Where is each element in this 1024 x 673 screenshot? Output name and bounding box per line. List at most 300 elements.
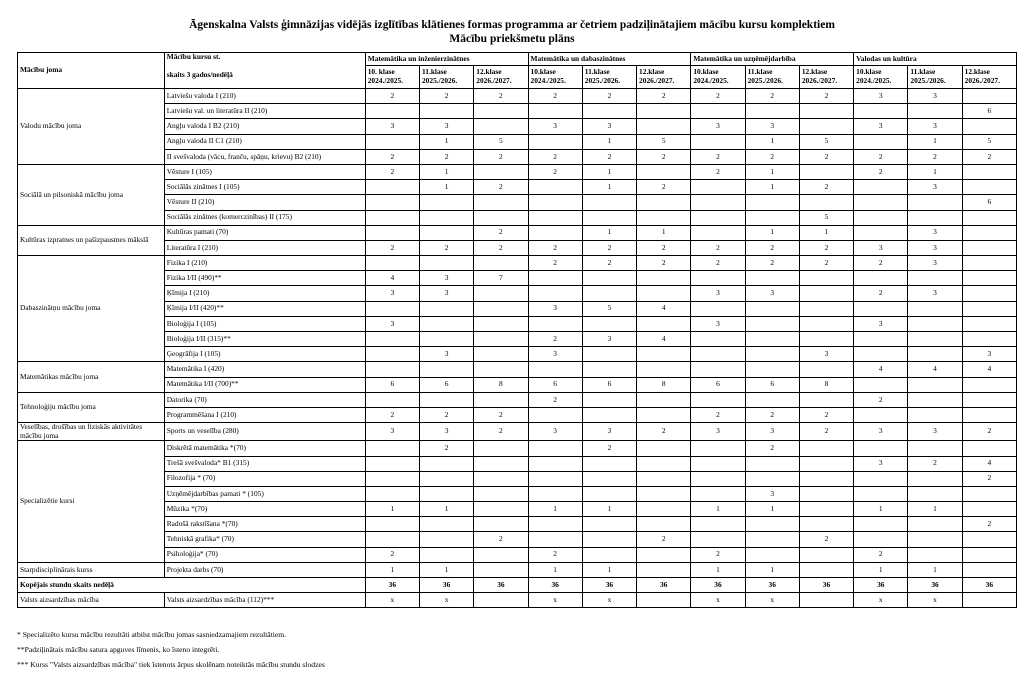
- total-row: [18, 578, 1017, 593]
- hours-cell: [528, 517, 582, 532]
- hours-cell: 2: [745, 240, 799, 255]
- table-header: [18, 53, 1017, 89]
- hours-cell: [365, 180, 419, 195]
- hours-cell: 3: [908, 119, 962, 134]
- school-year-label: 2026./2027.: [964, 76, 1000, 85]
- hours-cell: 2: [908, 456, 962, 471]
- hours-cell: 1: [419, 134, 473, 149]
- hours-cell: [799, 316, 853, 331]
- hours-cell: [419, 210, 473, 225]
- hours-cell: 2: [419, 89, 473, 104]
- hours-cell: [799, 104, 853, 119]
- hours-cell: 1: [365, 562, 419, 577]
- hours-cell: 2: [691, 547, 745, 562]
- table-row: [18, 407, 1017, 422]
- hours-cell: [419, 486, 473, 501]
- hours-cell: 2: [799, 407, 853, 422]
- hours-cell: [799, 547, 853, 562]
- hours-cell: [691, 180, 745, 195]
- footnote-1: * Specializēto kursu mācību rezultāti atbilst mācību jomas sasniedzamajiem rezultātiem.: [17, 630, 287, 639]
- hours-cell: [908, 347, 962, 362]
- defense-domain-cell: Valsts aizsardzības mācība: [18, 593, 165, 608]
- hours-cell: 2: [745, 441, 799, 456]
- hours-cell: 8: [474, 377, 528, 392]
- hours-cell: 4: [962, 362, 1016, 377]
- hours-cell: 2: [962, 471, 1016, 486]
- hours-cell: [799, 392, 853, 407]
- hours-cell: [419, 517, 473, 532]
- footnote-3: *** Kurss "Valsts aizsardzības mācība" tiek īstenots ārpus skolēnam noteiktās mācību stundu slodzes: [17, 660, 325, 669]
- hours-cell: 3: [528, 423, 582, 441]
- hours-cell: 1: [745, 180, 799, 195]
- hours-cell: 3: [691, 119, 745, 134]
- hours-cell: [528, 210, 582, 225]
- hours-cell: [474, 362, 528, 377]
- hours-cell: [582, 286, 636, 301]
- hours-cell: 3: [908, 225, 962, 240]
- hours-cell: 2: [528, 240, 582, 255]
- hours-cell: 3: [365, 286, 419, 301]
- course-cell: Programmēšana I (210): [164, 407, 365, 422]
- hours-cell: 3: [528, 301, 582, 316]
- hours-cell: 2: [745, 149, 799, 164]
- hours-cell: [474, 210, 528, 225]
- hours-cell: [962, 502, 1016, 517]
- hours-cell: [474, 286, 528, 301]
- course-cell: Uzņēmējdarbības pamati * (105): [164, 486, 365, 501]
- total-cell: 36: [962, 578, 1016, 593]
- class-label: 10. klase: [367, 67, 395, 77]
- hours-cell: 1: [908, 134, 962, 149]
- hours-cell: [799, 271, 853, 286]
- hours-cell: [582, 407, 636, 422]
- course-cell: Tehniskā grafika* (70): [164, 532, 365, 547]
- document-title: [0, 18, 1024, 46]
- footnote-2: **Padziļinātais mācību satura apguves līmenis, ko īsteno integrēti.: [17, 645, 220, 654]
- hours-cell: 3: [582, 119, 636, 134]
- hours-cell: 2: [854, 392, 908, 407]
- course-column-header: [164, 53, 365, 89]
- hours-cell: [637, 271, 691, 286]
- hours-cell: [582, 486, 636, 501]
- class-year-header: [908, 66, 962, 89]
- hours-cell: [637, 441, 691, 456]
- hours-cell: 5: [474, 134, 528, 149]
- table-row: [18, 180, 1017, 195]
- class-label: 11.klase: [584, 67, 610, 77]
- hours-cell: [528, 286, 582, 301]
- domain-cell: Tehnoloģiju mācību joma: [18, 392, 165, 422]
- hours-cell: 3: [799, 347, 853, 362]
- hours-cell: [962, 210, 1016, 225]
- hours-cell: 3: [908, 89, 962, 104]
- hours-cell: 2: [474, 532, 528, 547]
- class-year-header: [637, 66, 691, 89]
- course-cell: Vēsture II (210): [164, 195, 365, 210]
- hours-cell: 2: [854, 149, 908, 164]
- hours-cell: [419, 471, 473, 486]
- hours-cell: 8: [799, 377, 853, 392]
- hours-cell: [474, 471, 528, 486]
- table-row: [18, 195, 1017, 210]
- hours-cell: [582, 547, 636, 562]
- hours-cell: 3: [962, 347, 1016, 362]
- hours-cell: [474, 316, 528, 331]
- hours-cell: [691, 195, 745, 210]
- hours-cell: [908, 104, 962, 119]
- hours-cell: 3: [419, 286, 473, 301]
- hours-cell: 1: [745, 562, 799, 577]
- curriculum-table: [17, 52, 1017, 608]
- hours-cell: 4: [962, 456, 1016, 471]
- hours-cell: 2: [691, 164, 745, 179]
- defense-row: [18, 593, 1017, 608]
- class-label: 11.klase: [747, 67, 773, 77]
- class-label: 10.klase: [693, 67, 719, 77]
- class-label: 12.klase: [476, 67, 502, 77]
- hours-cell: [691, 104, 745, 119]
- hours-cell: 2: [854, 547, 908, 562]
- defense-cell: x: [745, 593, 799, 608]
- hours-cell: 2: [799, 89, 853, 104]
- hours-cell: [365, 532, 419, 547]
- hours-cell: 2: [799, 423, 853, 441]
- hours-cell: 2: [365, 149, 419, 164]
- hours-cell: [582, 456, 636, 471]
- table-row: [18, 256, 1017, 271]
- hours-cell: [962, 89, 1016, 104]
- table-row: [18, 486, 1017, 501]
- hours-cell: 6: [419, 377, 473, 392]
- course-cell: Literatūra I (210): [164, 240, 365, 255]
- hours-cell: [637, 517, 691, 532]
- hours-cell: 2: [691, 240, 745, 255]
- table-row: [18, 562, 1017, 577]
- hours-cell: 1: [419, 180, 473, 195]
- class-label: 12.klase: [801, 67, 828, 77]
- school-year-label: 2024./2025.: [856, 76, 892, 85]
- defense-cell: x: [854, 593, 908, 608]
- defense-cell: [474, 593, 528, 608]
- hours-cell: 1: [745, 134, 799, 149]
- hours-cell: 2: [474, 423, 528, 441]
- hours-cell: [799, 362, 853, 377]
- hours-cell: [908, 332, 962, 347]
- table-row: [18, 362, 1017, 377]
- course-cell: Sports un veselība (280): [164, 423, 365, 441]
- hours-cell: [854, 134, 908, 149]
- hours-cell: 3: [908, 240, 962, 255]
- hours-cell: 2: [582, 441, 636, 456]
- total-cell: 36: [528, 578, 582, 593]
- hours-cell: 4: [854, 362, 908, 377]
- hours-cell: [365, 225, 419, 240]
- hours-cell: 3: [528, 119, 582, 134]
- hours-cell: 6: [528, 377, 582, 392]
- hours-cell: 1: [908, 562, 962, 577]
- hours-cell: 1: [582, 502, 636, 517]
- hours-cell: 6: [582, 377, 636, 392]
- hours-cell: [908, 532, 962, 547]
- hours-cell: [962, 441, 1016, 456]
- hours-cell: [908, 407, 962, 422]
- class-year-header: [474, 66, 528, 89]
- defense-cell: [962, 593, 1016, 608]
- hours-cell: [745, 456, 799, 471]
- hours-cell: 2: [582, 89, 636, 104]
- hours-cell: 1: [854, 502, 908, 517]
- class-year-header: [528, 66, 582, 89]
- hours-cell: [637, 547, 691, 562]
- hours-cell: [908, 210, 962, 225]
- hours-cell: [528, 316, 582, 331]
- hours-cell: 2: [962, 423, 1016, 441]
- hours-cell: 3: [854, 240, 908, 255]
- hours-cell: [474, 332, 528, 347]
- hours-cell: [582, 316, 636, 331]
- hours-cell: [474, 486, 528, 501]
- hours-cell: [854, 271, 908, 286]
- hours-cell: [528, 195, 582, 210]
- hours-cell: 2: [637, 532, 691, 547]
- hours-cell: [691, 456, 745, 471]
- hours-cell: [691, 441, 745, 456]
- hours-cell: 2: [799, 240, 853, 255]
- course-cell: Fizika I (210): [164, 256, 365, 271]
- hours-cell: [854, 407, 908, 422]
- table-row: [18, 286, 1017, 301]
- hours-cell: [365, 332, 419, 347]
- course-cell: Angļu valoda II C1 (210): [164, 134, 365, 149]
- hours-cell: [528, 532, 582, 547]
- hours-cell: [745, 547, 799, 562]
- hours-cell: [854, 471, 908, 486]
- hours-cell: [854, 301, 908, 316]
- hours-cell: 1: [854, 562, 908, 577]
- table-row: [18, 332, 1017, 347]
- hours-cell: 3: [691, 286, 745, 301]
- hours-cell: [745, 517, 799, 532]
- hours-cell: [962, 407, 1016, 422]
- hours-cell: [745, 316, 799, 331]
- hours-cell: [419, 332, 473, 347]
- hours-cell: 3: [528, 347, 582, 362]
- hours-cell: [691, 210, 745, 225]
- hours-cell: [908, 377, 962, 392]
- hours-cell: 2: [582, 149, 636, 164]
- hours-cell: 3: [419, 347, 473, 362]
- hours-cell: [962, 562, 1016, 577]
- total-cell: 36: [474, 578, 528, 593]
- course-cell: Psiholoģija* (70): [164, 547, 365, 562]
- hours-cell: 3: [908, 286, 962, 301]
- hours-cell: 2: [854, 286, 908, 301]
- hours-cell: [691, 332, 745, 347]
- hours-cell: 4: [637, 332, 691, 347]
- hours-cell: [637, 347, 691, 362]
- hours-cell: 3: [908, 180, 962, 195]
- hours-cell: [582, 210, 636, 225]
- table-row: [18, 517, 1017, 532]
- hours-cell: 1: [582, 134, 636, 149]
- hours-cell: [474, 392, 528, 407]
- hours-cell: 2: [799, 180, 853, 195]
- hours-cell: [474, 562, 528, 577]
- defense-cell: x: [691, 593, 745, 608]
- hours-cell: [691, 301, 745, 316]
- hours-cell: 3: [908, 423, 962, 441]
- total-cell: 36: [908, 578, 962, 593]
- course-cell: Latviešu valoda I (210): [164, 89, 365, 104]
- course-cell: Sociālās zinātnes (komerczinības) II (175): [164, 210, 365, 225]
- defense-cell: x: [365, 593, 419, 608]
- hours-cell: 2: [528, 164, 582, 179]
- hours-cell: 1: [908, 164, 962, 179]
- course-cell: Trešā svešvaloda* B1 (315): [164, 456, 365, 471]
- hours-cell: [474, 256, 528, 271]
- table-row: [18, 301, 1017, 316]
- hours-cell: 2: [474, 240, 528, 255]
- hours-cell: [962, 486, 1016, 501]
- hours-cell: 1: [419, 562, 473, 577]
- hours-cell: [799, 471, 853, 486]
- hours-cell: 2: [582, 256, 636, 271]
- hours-cell: [799, 456, 853, 471]
- hours-cell: 3: [745, 119, 799, 134]
- hours-cell: [474, 164, 528, 179]
- hours-cell: [637, 362, 691, 377]
- hours-cell: 2: [962, 517, 1016, 532]
- hours-cell: 3: [582, 332, 636, 347]
- hours-cell: 1: [582, 225, 636, 240]
- hours-cell: [582, 362, 636, 377]
- hours-cell: [854, 225, 908, 240]
- hours-cell: [691, 517, 745, 532]
- hours-cell: [799, 286, 853, 301]
- hours-cell: [854, 517, 908, 532]
- course-cell: Ķīmija I/II (420)**: [164, 301, 365, 316]
- hours-cell: [908, 547, 962, 562]
- table-row: [18, 441, 1017, 456]
- domain-cell: Dabaszinātņu mācību joma: [18, 256, 165, 362]
- school-year-label: 2026./2027.: [639, 76, 675, 85]
- hours-cell: [908, 271, 962, 286]
- hours-cell: [962, 119, 1016, 134]
- total-cell: 36: [365, 578, 419, 593]
- hours-cell: [637, 392, 691, 407]
- domain-column-header: Mācību joma: [18, 53, 165, 89]
- hours-cell: [365, 441, 419, 456]
- hours-cell: [637, 164, 691, 179]
- hours-cell: 3: [854, 89, 908, 104]
- hours-cell: [474, 195, 528, 210]
- hours-cell: 4: [365, 271, 419, 286]
- class-year-header: [745, 66, 799, 89]
- hours-cell: [419, 225, 473, 240]
- hours-cell: [528, 441, 582, 456]
- hours-cell: [908, 301, 962, 316]
- program-header: Matemātika un uzņēmējdarbība: [691, 53, 854, 66]
- hours-cell: [962, 332, 1016, 347]
- hours-cell: [474, 104, 528, 119]
- hours-cell: [745, 362, 799, 377]
- table-row: [18, 392, 1017, 407]
- hours-cell: [528, 104, 582, 119]
- hours-cell: 1: [745, 164, 799, 179]
- course-header-line-1: Mācību kursu st.: [166, 52, 221, 61]
- class-label: 10.klase: [530, 67, 556, 77]
- hours-cell: 2: [474, 149, 528, 164]
- hours-cell: 2: [582, 240, 636, 255]
- domain-cell: Kultūras izpratnes un pašizpausmes mākslā: [18, 225, 165, 255]
- hours-cell: [419, 547, 473, 562]
- hours-cell: 3: [365, 423, 419, 441]
- hours-cell: [799, 517, 853, 532]
- school-year-label: 2026./2027.: [476, 76, 512, 85]
- table-row: [18, 119, 1017, 134]
- hours-cell: 1: [582, 562, 636, 577]
- school-year-label: 2026./2027.: [801, 76, 838, 85]
- hours-cell: 1: [745, 225, 799, 240]
- hours-cell: [799, 195, 853, 210]
- hours-cell: [365, 362, 419, 377]
- hours-cell: 6: [745, 377, 799, 392]
- table-row: [18, 456, 1017, 471]
- hours-cell: 4: [637, 301, 691, 316]
- hours-cell: [962, 286, 1016, 301]
- hours-cell: 3: [691, 423, 745, 441]
- hours-cell: 2: [637, 256, 691, 271]
- hours-cell: 2: [854, 256, 908, 271]
- hours-cell: [962, 547, 1016, 562]
- hours-cell: 3: [854, 119, 908, 134]
- hours-cell: [637, 210, 691, 225]
- table-row: [18, 347, 1017, 362]
- hours-cell: 3: [745, 286, 799, 301]
- hours-cell: [637, 407, 691, 422]
- hours-cell: [962, 256, 1016, 271]
- table-row: [18, 502, 1017, 517]
- class-year-header: [854, 66, 908, 89]
- hours-cell: [365, 517, 419, 532]
- hours-cell: [799, 562, 853, 577]
- hours-cell: [637, 104, 691, 119]
- hours-cell: 2: [365, 164, 419, 179]
- hours-cell: [582, 347, 636, 362]
- hours-cell: 3: [854, 423, 908, 441]
- hours-cell: 2: [637, 149, 691, 164]
- hours-cell: [365, 256, 419, 271]
- hours-cell: 2: [637, 180, 691, 195]
- program-header: Matemātika un dabaszinātnes: [528, 53, 691, 66]
- class-label: 10.klase: [856, 67, 882, 77]
- program-header: Matemātika un inženierzinātnes: [365, 53, 528, 66]
- hours-cell: [799, 164, 853, 179]
- table-body: [18, 89, 1017, 608]
- school-year-label: 2024./2025.: [367, 76, 404, 85]
- hours-cell: [528, 407, 582, 422]
- hours-cell: 2: [474, 180, 528, 195]
- defense-cell: [637, 593, 691, 608]
- hours-cell: [854, 532, 908, 547]
- table-row: [18, 423, 1017, 441]
- table-row: [18, 271, 1017, 286]
- class-label: 11.klase: [910, 67, 936, 77]
- title-line-1: Āgenskalna Valsts ģimnāzijas vidējās izglītības klātienes formas programma ar četriem padziļinātajiem mācību kursu komplektiem: [189, 19, 835, 31]
- hours-cell: [799, 301, 853, 316]
- hours-cell: 2: [528, 392, 582, 407]
- title-line-2: Mācību priekšmetu plāns: [449, 33, 575, 45]
